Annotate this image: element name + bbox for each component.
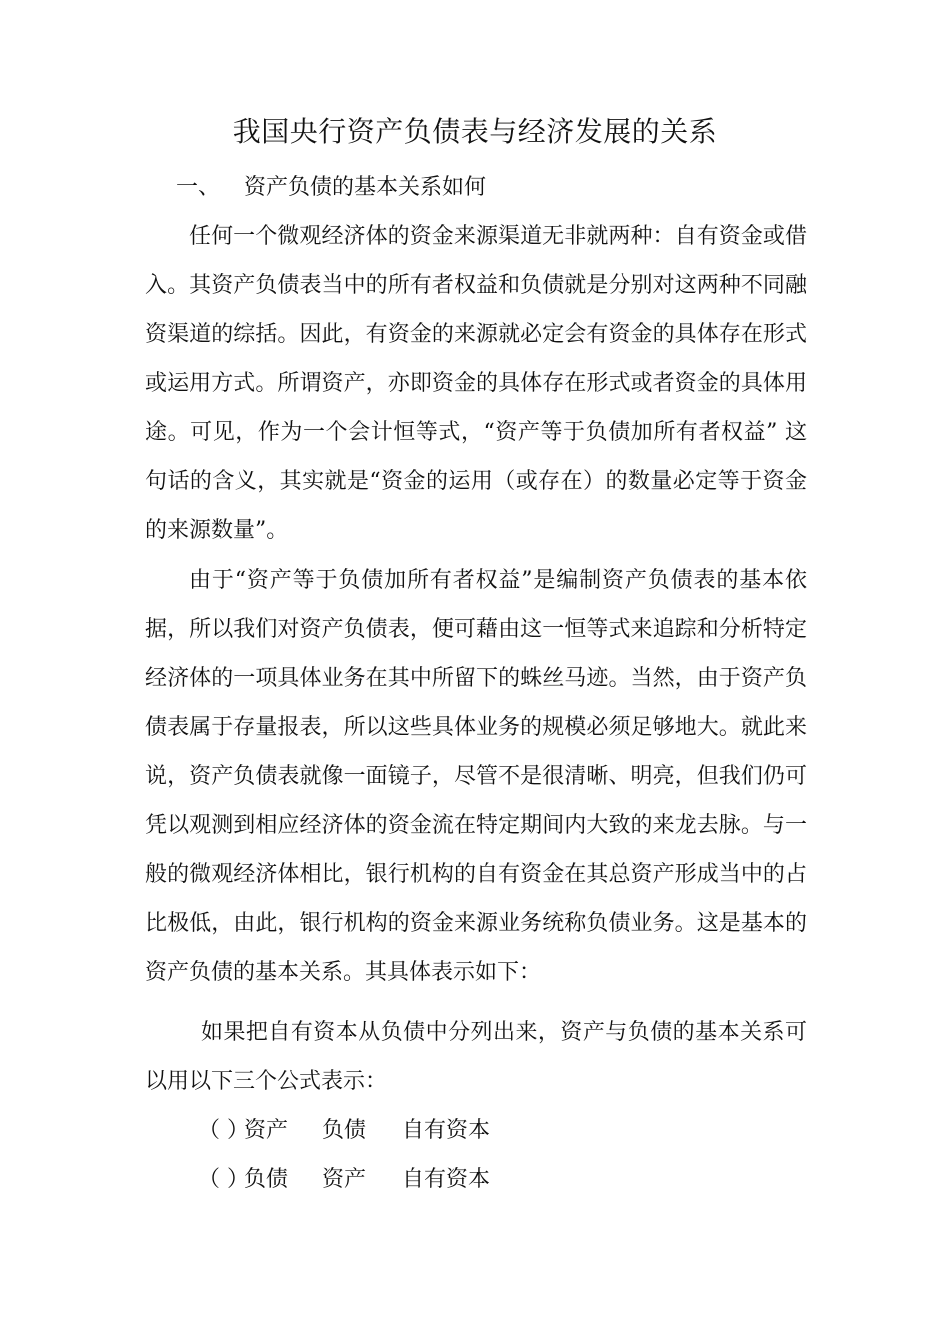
formula-term: 资产 [322, 1167, 367, 1192]
section-number: 一、 [176, 175, 221, 200]
document-title: 我国央行资产负债表与经济发展的关系 [232, 115, 718, 148]
body-paragraph: 如果把自有资本从负债中分列出来，资产与负债的基本关系可以用以下三个公式表示： [145, 1020, 807, 1094]
formula-term: 资产 [244, 1118, 289, 1143]
formula-line [198, 1116, 490, 1146]
body-paragraph: 任何一个微观经济体的资金来源渠道无非就两种：自有资金或借入。其资产负债表当中的所有者权益和负债就是分别对这两种不同融资渠道的综括。因此，有资金的来源就必定会有资金的具体存在形式或运用方式。所谓资产，亦即资金的具体存在形式或者资金的具体用途。可见，作为一个会计恒等式，“资产等于负债加所有者权益” 这句话的含义，其实就是“资金的运用（或存在）的数量必定等于资金的来源数量”。 [145, 224, 807, 543]
formula-line [198, 1165, 490, 1195]
body-paragraph: 由于“资产等于负债加所有者权益”是编制资产负债表的基本依据，所以我们对资产负债表，便可藉由这一恒等式来追踪和分析特定经济体的一项具体业务在其中所留下的蛛丝马迹。当然，由于资产负债表属于存量报表，所以这些具体业务的规模必须足够地大。就此来说，资产负债表就像一面镜子，尽管不是很清晰、明亮，但我们仍可凭以观测到相应经济体的资金流在特定期间内大致的来龙去脉。与一般的微观经济体相比，银行机构的自有资金在其总资产形成当中的占比极低，由此，银行机构的资金来源业务统称负债业务。这是基本的资产负债的基本关系。其具体表示如下： [145, 568, 807, 985]
formula-number: （ ） [198, 1118, 249, 1143]
formula-term: 自有资本 [402, 1167, 491, 1192]
formula-term: 负债 [322, 1118, 367, 1143]
section-heading-text: 资产负债的基本关系如何 [244, 175, 487, 200]
formula-term: 负债 [244, 1167, 289, 1192]
formula-term: 自有资本 [402, 1118, 491, 1143]
section-heading [176, 174, 486, 202]
formula-number: （ ） [198, 1167, 249, 1192]
